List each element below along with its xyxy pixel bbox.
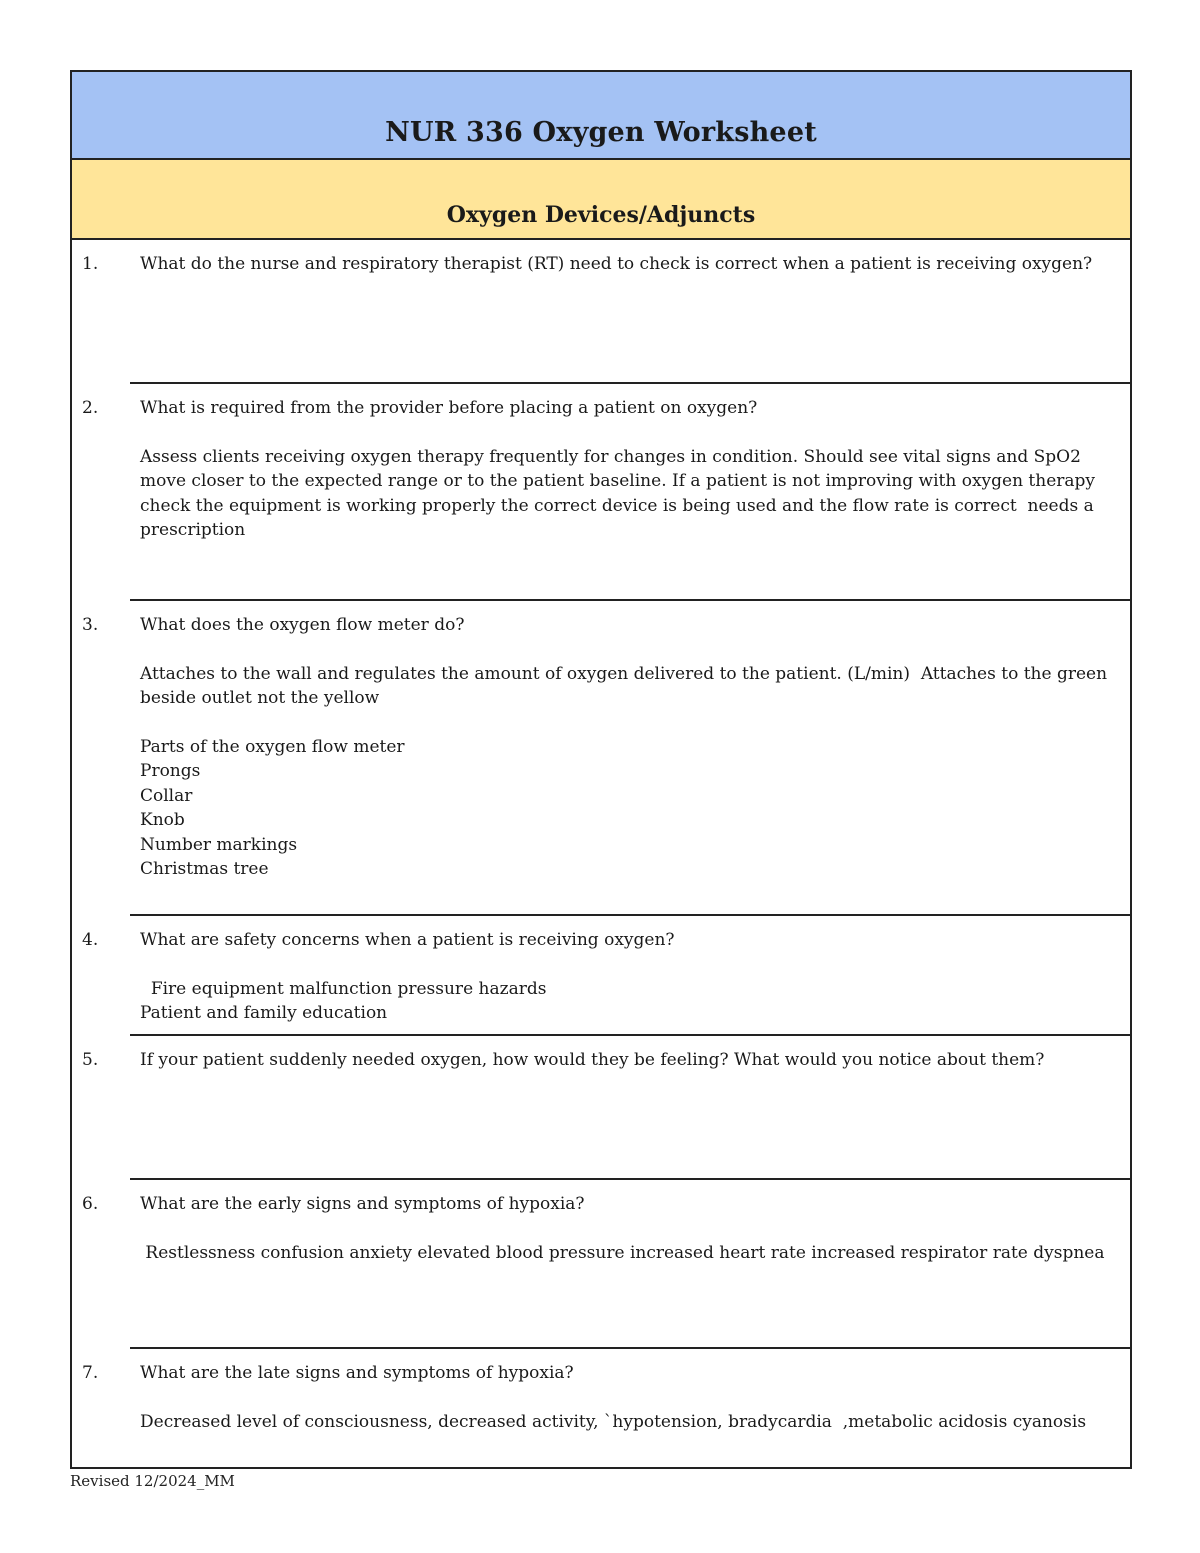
question-text: What is required from the provider before placing a patient on oxygen? — [140, 398, 758, 418]
question-row-2 — [72, 384, 1130, 601]
page-title: NUR 336 Oxygen Worksheet — [385, 117, 817, 148]
section-title: Oxygen Devices/Adjuncts — [446, 202, 756, 228]
list-item: Collar — [140, 785, 193, 806]
flow-meter-parts-list — [140, 735, 1108, 882]
question-row-3 — [72, 601, 1130, 916]
question-row-6 — [72, 1180, 1130, 1349]
answer-text[interactable]: Attaches to the wall and regulates the amount of oxygen delivered to the patient. (L/min) Attaches to the green beside outlet not the yellow — [140, 663, 1113, 708]
question-row-5 — [72, 1036, 1130, 1180]
title-banner — [72, 72, 1130, 160]
list-item: Number markings — [140, 834, 298, 855]
question-body — [140, 1048, 1108, 1073]
question-number: 3. — [82, 615, 99, 635]
question-text: What are the early signs and symptoms of hypoxia? — [140, 1194, 585, 1214]
question-body — [140, 1192, 1108, 1265]
answer-text[interactable]: Assess clients receiving oxygen therapy frequently for changes in condition. Should see vital signs and SpO2 move closer to the expected range or to the patient baseline. If a patient is not improving with oxygen therapy check the equipment is working properly the correct device is being used and the flow rate is correct needs a prescription — [140, 446, 1101, 540]
question-number: 4. — [82, 930, 99, 950]
question-number: 2. — [82, 398, 99, 418]
list-item: Christmas tree — [140, 859, 269, 879]
question-number: 1. — [82, 254, 99, 274]
question-text: What are the late signs and symptoms of hypoxia? — [140, 1363, 574, 1383]
revision-footer: Revised 12/2024_MM — [70, 1472, 235, 1490]
list-title: Parts of the oxygen flow meter — [140, 736, 405, 757]
question-number: 6. — [82, 1194, 99, 1214]
section-banner — [72, 160, 1130, 240]
question-row-1 — [72, 240, 1130, 384]
question-row-7 — [72, 1349, 1130, 1467]
question-text: What are safety concerns when a patient is receiving oxygen? — [140, 930, 675, 950]
question-text: What do the nurse and respiratory therapist (RT) need to check is correct when a patient is receiving oxygen? — [140, 254, 1093, 274]
question-body — [140, 928, 1108, 1026]
question-number: 5. — [82, 1050, 99, 1070]
question-body — [140, 396, 1108, 543]
question-body — [140, 252, 1108, 277]
answer-text[interactable]: Decreased level of consciousness, decreased activity, `hypotension, bradycardia ,metabolic acidosis cyanosis — [140, 1411, 1087, 1432]
answer-text[interactable]: Restlessness confusion anxiety elevated blood pressure increased heart rate increased respirator rate dyspnea — [140, 1242, 1105, 1263]
question-text: What does the oxygen flow meter do? — [140, 615, 465, 635]
answer-text[interactable]: Fire equipment malfunction pressure hazards Patient and family education — [140, 978, 547, 1023]
question-body — [140, 613, 1113, 882]
list-item: Knob — [140, 810, 185, 830]
question-text: If your patient suddenly needed oxygen, how would they be feeling? What would you notice about them? — [140, 1050, 1045, 1070]
worksheet-table — [70, 70, 1132, 1469]
question-number: 7. — [82, 1363, 99, 1383]
question-row-4 — [72, 916, 1130, 1036]
list-item: Prongs — [140, 761, 201, 781]
question-body — [140, 1361, 1108, 1434]
